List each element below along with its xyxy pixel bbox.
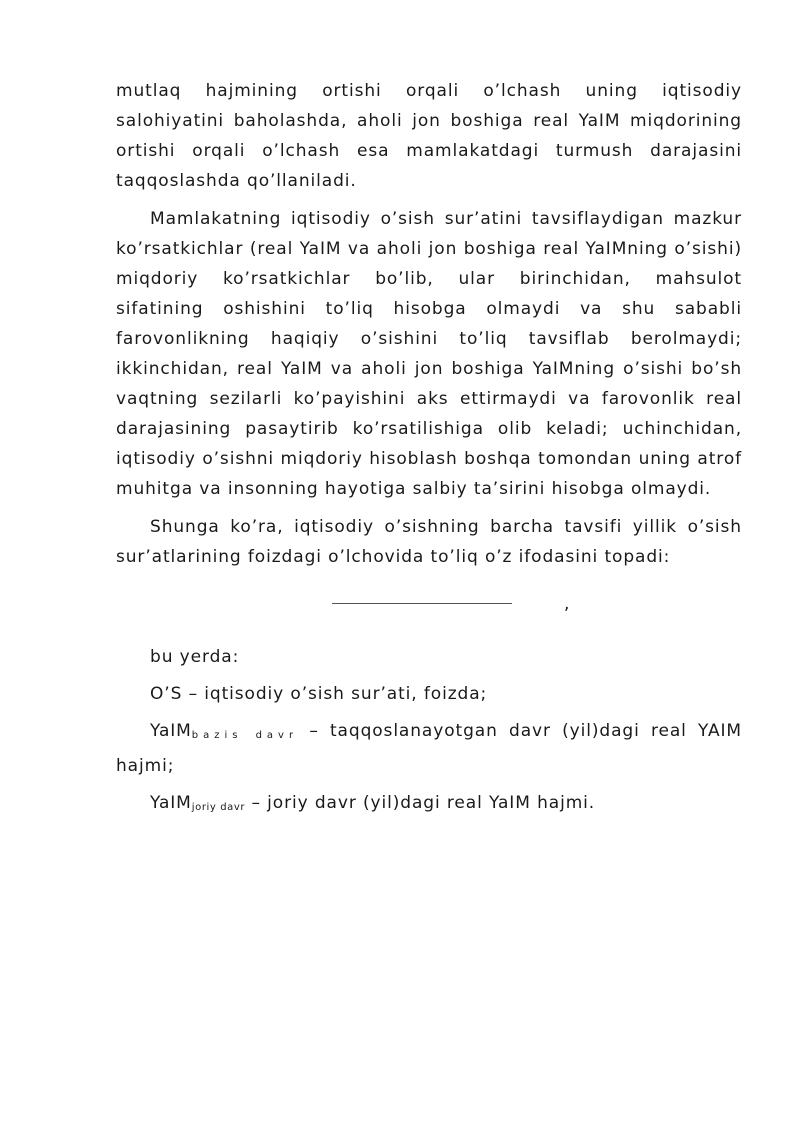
paragraph-3: Shunga ko’ra, iqtisodiy o’sishning barcha tavsifi yillik o’sish sur’atlarining foizdagi o’lchovida to’liq o’z ifodasini topadi: [116,517,742,567]
formula-comma: , [564,594,571,614]
yaim-joriy-symbol: YaIM [150,793,192,813]
document-page [116,76,742,830]
yaim-bazis-symbol: YaIM [150,721,192,741]
yaim-bazis-subscript: bazis davr [191,730,299,741]
definition-yaim-joriy [116,788,742,823]
yaim-bazis-description: – taqqoslanayotgan davr (yil)dagi real YAIM hajmi; [116,721,742,776]
definition-os: O’S – iqtisodiy o’sish sur’ati, foizda; [150,684,488,704]
paragraph-1: mutlaq hajmining ortishi orqali o’lchash uning iqtisodiy salohiyatini baholashda, aholi jon boshiga real YaIM miqdorining ortishi orqali o’lchash esa mamlakatdagi turmush darajasini taqqoslashda qo’llaniladi. [116,81,742,191]
definitions-intro: bu yerda: [150,647,240,667]
growth-rate-formula [116,580,742,632]
yaim-joriy-description: – joriy davr (yil)dagi real YaIM hajmi. [245,793,596,813]
yaim-joriy-subscript: joriy davr [191,802,246,813]
fraction-line [332,603,512,604]
paragraph-2: Mamlakatning iqtisodiy o’sish sur’atini tavsiflaydigan mazkur ko’rsatkichlar (real YaIM va aholi jon boshiga real YaIMning o’sishi) miqdoriy ko’rsatkichlar bo’lib, ular birinchidan, mahsulot sifatining oshishini to’liq hisobga olmaydi va shu sababli farovonlikning haqiqiy o’sishini to’liq tavsiflab berolmaydi; ikkinchidan, real YaIM va aholi jon boshiga YaIMning o’sishi bo’sh vaqtning sezilarli ko’payishini aks ettirmaydi va farovonlik real darajasining pasaytirib ko’rsatilishiga olib keladi; uchinchidan, iqtisodiy o’sishni miqdoriy hisoblash boshqa tomondan uning atrof muhitga va insonning hayotiga salbiy ta’sirini hisobga olmaydi. [116,209,742,499]
definition-yaim-bazis [116,716,742,781]
